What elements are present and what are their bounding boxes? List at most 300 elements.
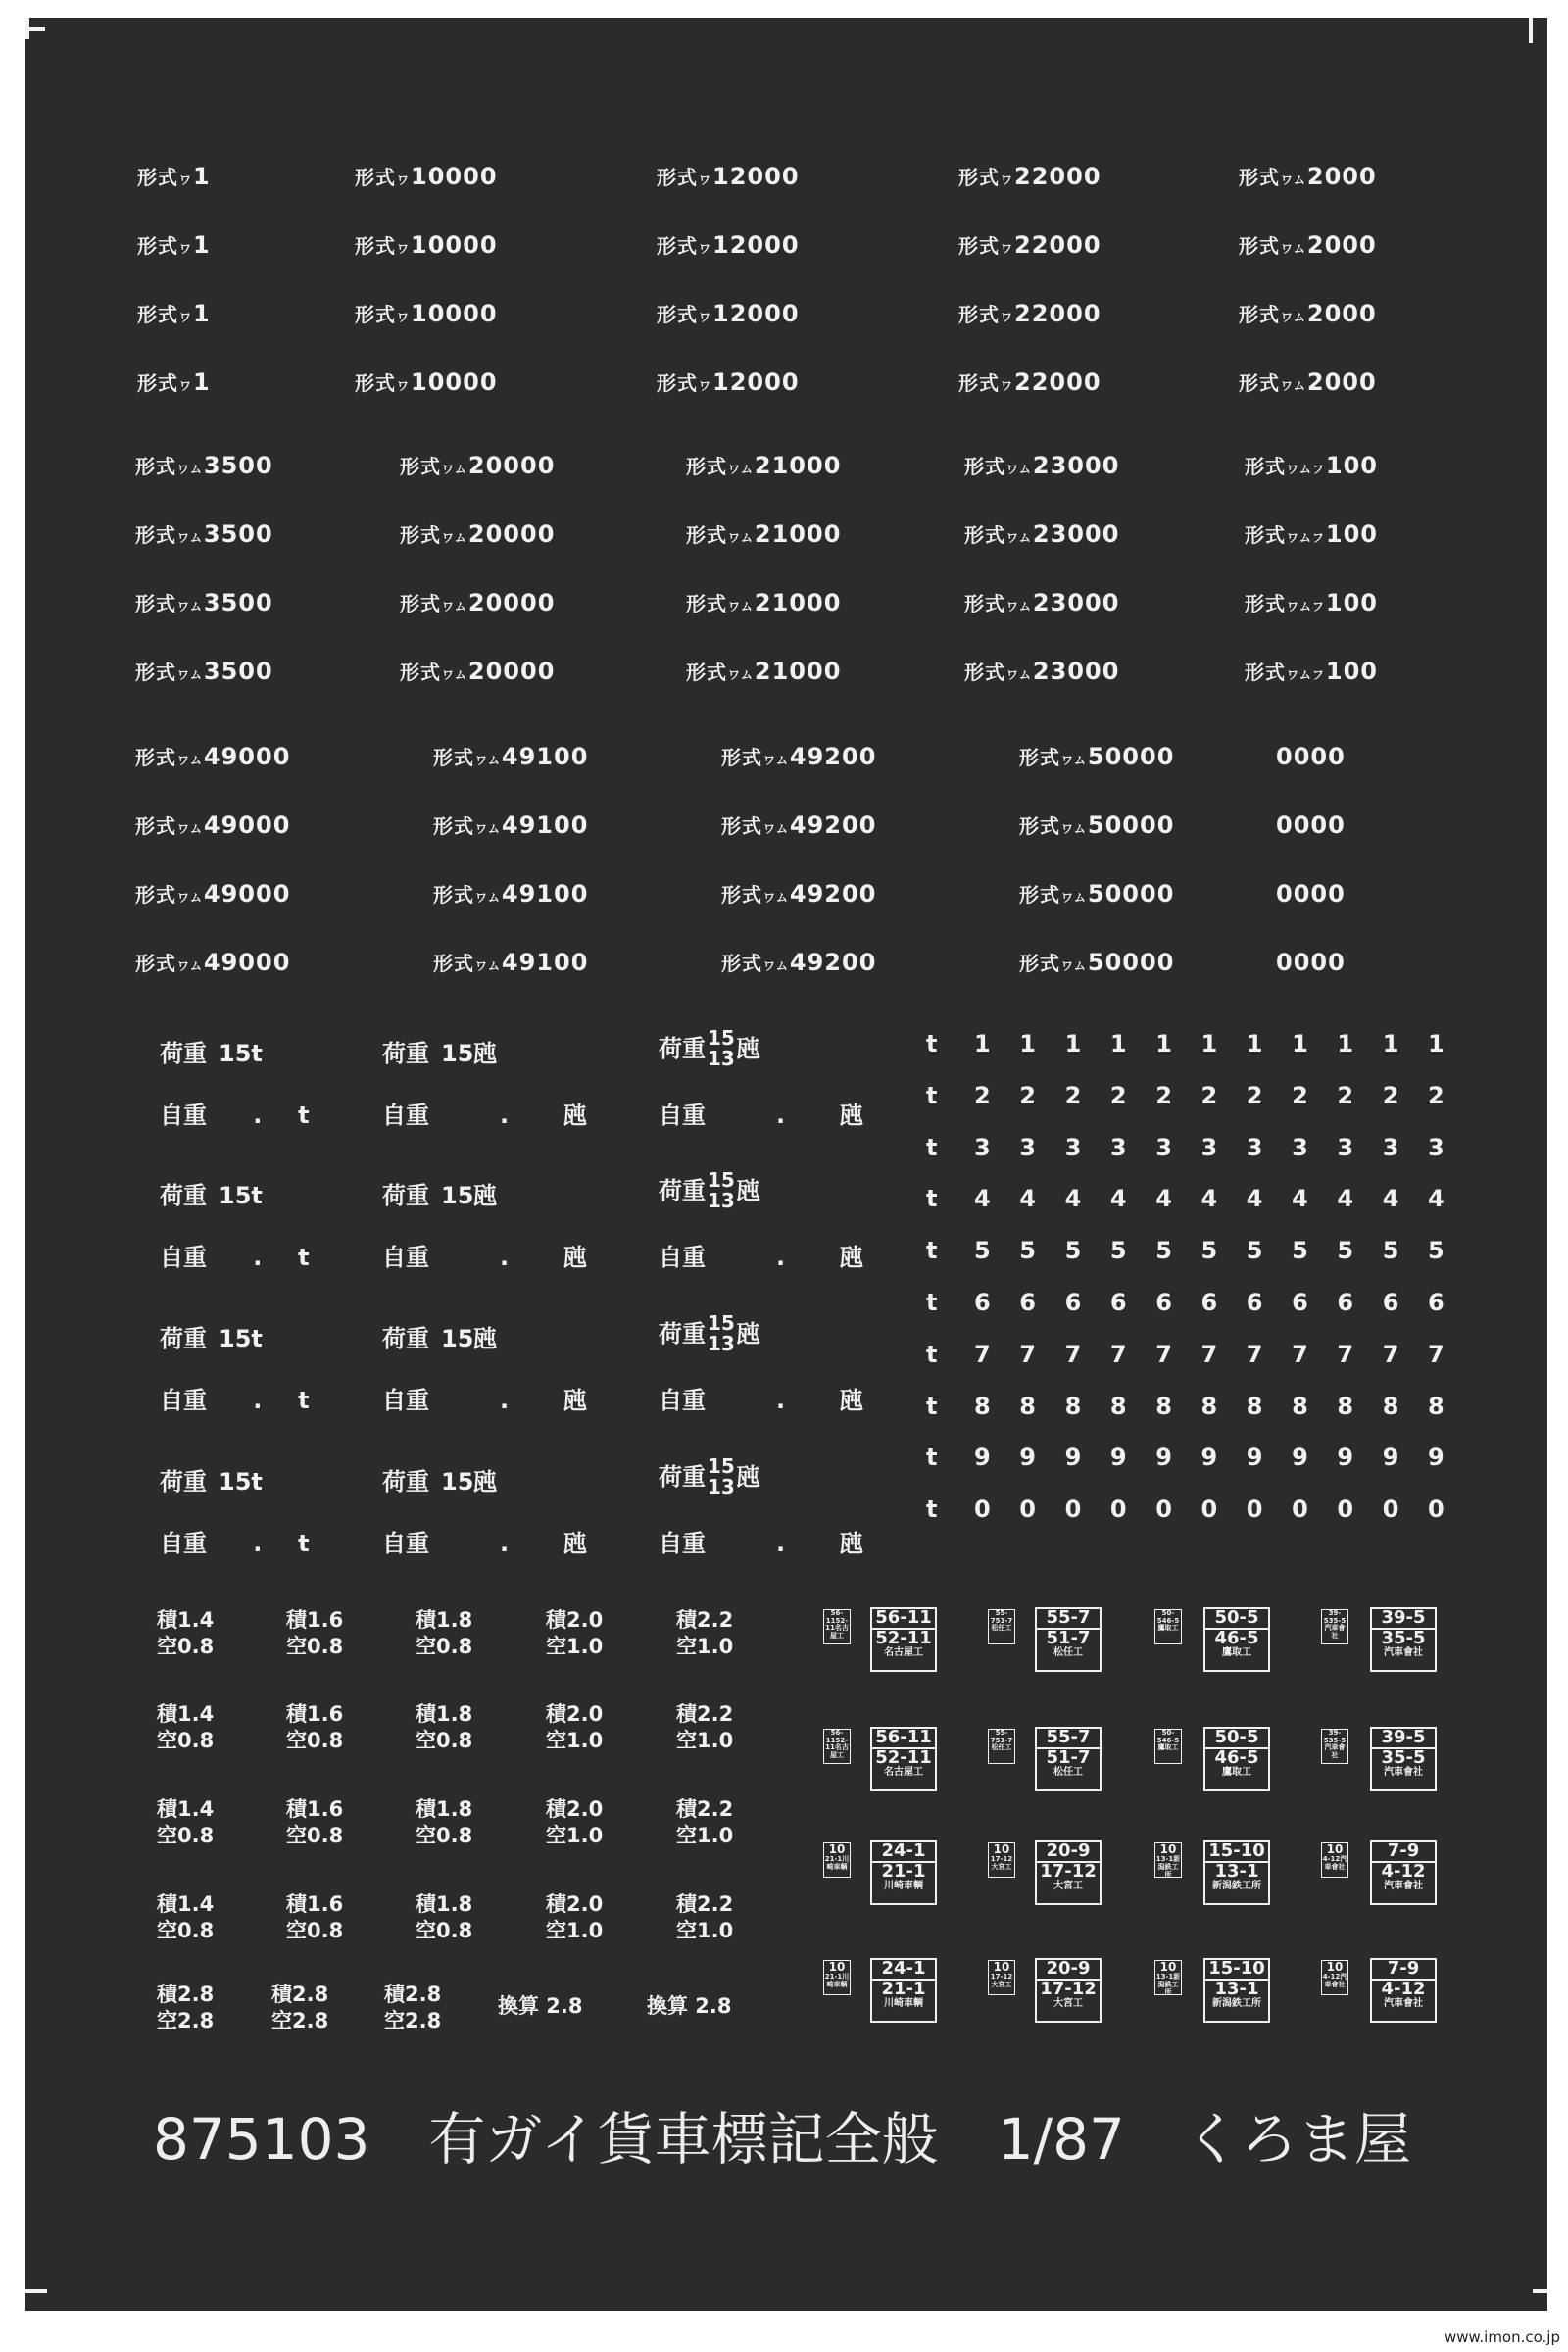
ton-digit: 0 <box>1246 1495 1263 1524</box>
ton-digit: 3 <box>1246 1133 1263 1161</box>
inspection-empty: 空0.8 <box>286 1919 344 1942</box>
katashiki-mark <box>137 233 211 257</box>
katashiki-mark <box>721 813 876 837</box>
ton-digit: 8 <box>1246 1392 1263 1420</box>
katashiki-prefix: 形式 <box>1239 234 1280 258</box>
katashiki-type-letters: ワムフ <box>1287 668 1325 682</box>
ton-digit: 4 <box>1292 1185 1308 1213</box>
plate-works-name: 汽車會社 <box>1384 1997 1423 2009</box>
katashiki-type-letters: ワ <box>1001 311 1014 324</box>
katashiki-number: 2000 <box>1306 231 1377 259</box>
ton-digit: 9 <box>1019 1444 1036 1472</box>
katashiki-type-letters: ワム <box>442 463 467 476</box>
katashiki-mark <box>1276 745 1346 768</box>
katashiki-number: 21000 <box>754 658 842 685</box>
ton-digit: 4 <box>1155 1185 1172 1213</box>
katashiki-prefix: 形式 <box>1245 455 1286 478</box>
katashiki-type-letters: ワム <box>763 754 789 767</box>
builder-plate <box>1035 1840 1102 1905</box>
plate-top-date: 56-11 <box>875 1727 932 1747</box>
ton-digit: 4 <box>1428 1185 1445 1213</box>
load-mark-ton <box>382 1470 497 1494</box>
inspection-empty: 空1.0 <box>676 1919 734 1942</box>
small-plate-top: 50-5 <box>1156 1609 1175 1625</box>
plate-bottom-date: 17-12 <box>1037 1861 1100 1882</box>
plate-top-date: 7-9 <box>1387 1958 1420 1979</box>
ton-digit: 3 <box>1428 1133 1445 1161</box>
plate-works-name: 汽車會社 <box>1384 1646 1423 1658</box>
builder-plate <box>1370 1607 1437 1672</box>
self-weight-mark <box>659 1389 863 1412</box>
ton-digit: 4 <box>1200 1185 1218 1213</box>
plate-works-name: 汽車會社 <box>1384 1880 1423 1891</box>
plate-works-name: 川崎車輌 <box>884 1997 923 2009</box>
inspection-mark <box>286 1891 343 1944</box>
small-plate-name: 川崎車輌 <box>826 1973 850 1988</box>
ton-digit: 2 <box>1428 1081 1445 1109</box>
inspection-mark <box>286 1701 343 1754</box>
plate-bottom-date: 51-7 <box>1037 1628 1100 1648</box>
plate-top-date: 39-5 <box>1381 1607 1426 1628</box>
self-weight-label: 自重 <box>382 1102 429 1129</box>
load-unit: 瓲 <box>736 1035 760 1062</box>
katashiki-mark <box>433 745 588 768</box>
katashiki-prefix: 形式 <box>135 455 176 478</box>
load-mark-t <box>160 1470 263 1494</box>
inspection-loaded: 積1.8 <box>416 1702 473 1726</box>
inspection-empty: 空1.0 <box>676 1635 734 1658</box>
ton-digit: 2 <box>1200 1081 1218 1109</box>
ton-digit: 7 <box>1200 1340 1218 1368</box>
katashiki-type-letters: ワム <box>1006 463 1032 476</box>
builder-plate <box>1035 1727 1102 1791</box>
inspection-mark <box>384 1982 441 2034</box>
katashiki-mark <box>135 660 273 683</box>
katashiki-number: 22000 <box>1014 368 1102 396</box>
katashiki-type-letters: ワム <box>177 600 203 613</box>
katashiki-prefix: 形式 <box>135 746 176 769</box>
plate-bottom-date: 35-5 <box>1372 1628 1435 1648</box>
ton-unit: t <box>926 1133 938 1161</box>
katashiki-number: 3500 <box>203 452 273 479</box>
ton-digit: 2 <box>1292 1081 1308 1109</box>
katashiki-number: 10000 <box>411 231 498 259</box>
inspection-empty: 空2.8 <box>384 2009 442 2033</box>
inspection-mark <box>157 1796 214 1849</box>
katashiki-prefix: 形式 <box>1239 371 1280 395</box>
katashiki-number: 50000 <box>1087 949 1175 976</box>
katashiki-mark <box>135 591 273 614</box>
katashiki-mark <box>958 165 1102 188</box>
katashiki-mark <box>721 951 876 974</box>
katashiki-number: 12000 <box>712 300 800 327</box>
plate-bottom-date: 46-5 <box>1205 1628 1268 1648</box>
inspection-mark <box>676 1607 733 1660</box>
ton-digit: 4 <box>1246 1185 1263 1213</box>
katashiki-type-letters: ワム <box>177 959 203 973</box>
katashiki-prefix: 形式 <box>355 234 396 258</box>
self-weight-unit: 瓲 <box>840 1244 864 1271</box>
katashiki-type-letters: ワムフ <box>1287 531 1325 545</box>
katashiki-mark <box>686 660 841 683</box>
load-stacked-values <box>708 1313 735 1354</box>
inspection-loaded: 積1.8 <box>416 1608 473 1632</box>
inspection-mark <box>416 1701 472 1754</box>
small-plate-top: 55-7 <box>990 1609 1008 1625</box>
ton-digit: 9 <box>1246 1444 1263 1472</box>
katashiki-mark <box>657 302 800 325</box>
katashiki-prefix: 形式 <box>355 303 396 326</box>
ton-digit: 2 <box>974 1081 991 1109</box>
katashiki-mark <box>137 165 211 188</box>
katashiki-number: 100 <box>1325 452 1378 479</box>
self-weight-label: 自重 <box>160 1387 207 1414</box>
ton-digit: 9 <box>1337 1444 1354 1472</box>
ton-digit: 1 <box>1382 1030 1399 1057</box>
katashiki-type-letters: ワム <box>728 463 754 476</box>
load-mark-ton <box>382 1184 497 1207</box>
inspection-loaded: 積1.4 <box>157 1797 215 1821</box>
inspection-loaded: 積2.0 <box>546 1608 604 1632</box>
inspection-empty: 空1.0 <box>546 1729 604 1752</box>
katashiki-number: 12000 <box>712 163 800 190</box>
load-value: 15t <box>219 1468 263 1495</box>
plate-top-date: 56-11 <box>875 1607 932 1628</box>
ton-digit: 8 <box>1337 1392 1354 1420</box>
ton-digit: 6 <box>1382 1289 1399 1316</box>
small-plate-bottom: 35-5 <box>1328 1736 1347 1744</box>
load-label: 荷重 <box>659 1463 706 1491</box>
ton-unit: t <box>926 1392 938 1420</box>
inspection-loaded: 積2.0 <box>546 1892 604 1916</box>
katashiki-type-letters: ワム <box>475 754 501 767</box>
ton-digit: 1 <box>1109 1030 1127 1057</box>
katashiki-prefix: 形式 <box>721 952 762 975</box>
ton-digit: 6 <box>1200 1289 1218 1316</box>
inspection-empty: 空2.8 <box>271 2009 329 2033</box>
self-weight-unit: t <box>298 1530 310 1557</box>
katashiki-type-letters: ワム <box>177 891 203 905</box>
ton-digit: 1 <box>1019 1030 1036 1057</box>
katashiki-type-letters: ワ <box>179 311 193 324</box>
katashiki-mark <box>355 233 498 257</box>
katashiki-number: 22000 <box>1014 163 1102 190</box>
katashiki-number: 1 <box>193 231 211 259</box>
inspection-empty: 空1.0 <box>676 1729 734 1752</box>
self-weight-label: 自重 <box>160 1244 207 1271</box>
small-plate-top: 50-5 <box>1156 1729 1175 1744</box>
self-weight-label: 自重 <box>160 1102 207 1129</box>
katashiki-mark <box>1019 882 1174 906</box>
crop-mark <box>1533 2289 1547 2293</box>
builder-plate <box>870 1840 937 1905</box>
katashiki-number: 3500 <box>203 520 273 548</box>
katashiki-number: 49000 <box>203 811 291 839</box>
ton-digit: 3 <box>974 1133 991 1161</box>
self-weight-mark <box>659 1103 863 1127</box>
katashiki-type-letters: ワム <box>728 668 754 682</box>
katashiki-number: 0000 <box>1276 811 1346 839</box>
ton-digit: 6 <box>974 1289 991 1316</box>
ton-digit: 5 <box>1428 1237 1445 1265</box>
katashiki-number: 21000 <box>754 589 842 616</box>
small-plate-number: 10 <box>828 1960 846 1974</box>
katashiki-type-letters: ワム <box>728 531 754 545</box>
load-label: 荷重 <box>382 1468 429 1495</box>
ton-unit: t <box>926 1185 938 1213</box>
ton-digit: 2 <box>1109 1081 1127 1109</box>
self-weight-unit: 瓲 <box>840 1387 864 1414</box>
load-top-value: 15 <box>708 1454 735 1478</box>
self-weight-mark <box>659 1532 863 1555</box>
self-weight-dot: . <box>500 1530 510 1557</box>
ton-digit: 7 <box>1019 1340 1036 1368</box>
katashiki-prefix: 形式 <box>433 746 474 769</box>
ton-digit: 1 <box>1292 1030 1308 1057</box>
inspection-empty: 空0.8 <box>157 1729 215 1752</box>
katashiki-type-letters: ワム <box>442 531 467 545</box>
inspection-mark <box>676 1796 733 1849</box>
ton-digit: 8 <box>1428 1392 1445 1420</box>
ton-digit: 2 <box>1064 1081 1082 1109</box>
plate-top-date: 24-1 <box>881 1840 926 1861</box>
plate-top-date: 7-9 <box>1387 1840 1420 1861</box>
plate-top-date: 50-5 <box>1214 1727 1259 1747</box>
katashiki-prefix: 形式 <box>355 166 396 189</box>
load-label: 荷重 <box>160 1040 207 1067</box>
katashiki-type-letters: ワ <box>397 379 411 393</box>
katashiki-type-letters: ワ <box>699 173 712 187</box>
small-plate-top: 56-11 <box>825 1729 844 1744</box>
crop-mark <box>25 27 45 31</box>
plate-works-name: 川崎車輌 <box>884 1880 923 1891</box>
ton-digit: 2 <box>1382 1081 1399 1109</box>
inspection-mark <box>416 1891 472 1944</box>
katashiki-number: 21000 <box>754 520 842 548</box>
katashiki-mark <box>964 591 1119 614</box>
katashiki-prefix: 形式 <box>686 523 727 547</box>
katashiki-prefix: 形式 <box>686 592 727 615</box>
load-mark-t <box>160 1042 263 1065</box>
katashiki-number: 49200 <box>789 880 877 907</box>
katashiki-type-letters: ワムフ <box>1287 463 1325 476</box>
katashiki-type-letters: ワ <box>179 379 193 393</box>
ton-digit: 5 <box>1019 1237 1036 1265</box>
small-plate-top: 17-12 <box>990 1973 1013 1982</box>
katashiki-mark <box>137 302 211 325</box>
ton-digit: 3 <box>1337 1133 1354 1161</box>
crop-mark <box>1529 18 1533 43</box>
self-weight-mark <box>382 1389 587 1412</box>
maker-name: くろま屋 <box>1183 2106 1411 2173</box>
inspection-loaded: 積1.8 <box>416 1892 473 1916</box>
inspection-empty: 空1.0 <box>546 1824 604 1847</box>
inspection-empty: 空0.8 <box>416 1635 473 1658</box>
katashiki-type-letters: ワム <box>1061 754 1087 767</box>
plate-bottom-date: 52-11 <box>872 1747 935 1768</box>
ton-digit: 0 <box>1109 1495 1127 1524</box>
ton-digit: 9 <box>1292 1444 1308 1472</box>
katashiki-prefix: 形式 <box>135 661 176 684</box>
ton-digit: 0 <box>1200 1495 1218 1524</box>
ton-digit: 0 <box>1064 1495 1082 1524</box>
ton-digit: 9 <box>1109 1444 1127 1472</box>
load-value: 15 <box>441 1468 474 1495</box>
load-mark-stacked <box>659 1028 760 1069</box>
load-unit: 瓲 <box>736 1320 760 1348</box>
katashiki-prefix: 形式 <box>964 455 1005 478</box>
katashiki-type-letters: ワム <box>1006 531 1032 545</box>
small-plate-name: 汽車會社 <box>1324 1855 1348 1871</box>
ton-unit: t <box>926 1030 938 1057</box>
small-plate-name: 名古屋工 <box>830 1624 849 1641</box>
inspection-loaded: 積2.2 <box>676 1702 734 1726</box>
katashiki-number: 20000 <box>467 452 556 479</box>
small-plate-number: 10 <box>1326 1960 1344 1974</box>
inspection-mark <box>286 1607 343 1660</box>
ton-digit: 3 <box>1064 1133 1082 1161</box>
small-builder-plate <box>1154 1842 1182 1878</box>
katashiki-mark <box>400 522 555 546</box>
small-plate-number: 10 <box>828 1842 846 1856</box>
katashiki-type-letters: ワ <box>179 242 193 256</box>
katashiki-mark <box>958 302 1102 325</box>
plate-bottom-date: 35-5 <box>1372 1747 1435 1768</box>
self-weight-dot: . <box>253 1102 263 1129</box>
ton-digit: 0 <box>1382 1495 1399 1524</box>
katashiki-type-letters: ワム <box>763 822 789 836</box>
katashiki-prefix: 形式 <box>135 523 176 547</box>
ton-digit: 9 <box>974 1444 991 1472</box>
self-weight-unit: t <box>298 1244 310 1271</box>
katashiki-number: 50000 <box>1087 811 1175 839</box>
ton-digit: 7 <box>1382 1340 1399 1368</box>
plate-top-date: 55-7 <box>1046 1607 1091 1628</box>
ton-digit: 0 <box>1019 1495 1036 1524</box>
ton-digit: 9 <box>1200 1444 1218 1472</box>
builder-plate <box>1203 1840 1270 1905</box>
load-label: 荷重 <box>659 1320 706 1348</box>
inspection-empty: 空0.8 <box>416 1919 473 1942</box>
load-value: 15 <box>441 1182 474 1209</box>
katashiki-prefix: 形式 <box>433 814 474 838</box>
katashiki-number: 10000 <box>411 163 498 190</box>
self-weight-dot: . <box>253 1244 263 1271</box>
small-plate-name: 松任工 <box>991 1624 1012 1633</box>
load-mark-ton <box>382 1042 497 1065</box>
small-builder-plate <box>823 1842 851 1878</box>
inspection-empty: 空0.8 <box>286 1824 344 1847</box>
product-code: 875103 <box>153 2106 370 2173</box>
ton-digit: 3 <box>1292 1133 1308 1161</box>
ton-unit: t <box>926 1289 938 1316</box>
small-builder-plate <box>1154 1729 1182 1764</box>
self-weight-label: 自重 <box>160 1530 207 1557</box>
small-builder-plate <box>1321 1842 1348 1878</box>
inspection-loaded: 積2.8 <box>384 1983 442 2006</box>
katashiki-mark <box>1245 591 1378 614</box>
katashiki-number: 49000 <box>203 743 291 770</box>
self-weight-mark <box>160 1389 310 1412</box>
inspection-empty: 空0.8 <box>416 1729 473 1752</box>
katashiki-prefix: 形式 <box>958 234 1000 258</box>
inspection-loaded: 積1.4 <box>157 1892 215 1916</box>
ton-digit: 5 <box>1064 1237 1082 1265</box>
ton-digit: 2 <box>1246 1081 1263 1109</box>
katashiki-number: 23000 <box>1032 452 1120 479</box>
plate-works-name: 名古屋工 <box>884 1766 923 1778</box>
load-value: 15t <box>219 1325 263 1352</box>
inspection-mark <box>416 1607 472 1660</box>
katashiki-number: 49000 <box>203 949 291 976</box>
ton-digit: 8 <box>1019 1392 1036 1420</box>
self-weight-unit: 瓲 <box>564 1244 588 1271</box>
self-weight-dot: . <box>776 1102 786 1129</box>
self-weight-label: 自重 <box>659 1102 706 1129</box>
small-plate-number: 10 <box>993 1960 1010 1974</box>
small-builder-plate <box>988 1842 1015 1878</box>
load-label: 荷重 <box>659 1035 706 1062</box>
site-watermark: www.imon.co.jp <box>1444 2328 1560 2346</box>
small-plate-name: 鷹取工 <box>1157 1624 1179 1633</box>
small-builder-plate <box>1321 1609 1348 1644</box>
katashiki-prefix: 形式 <box>1019 883 1060 906</box>
ton-unit: t <box>926 1237 938 1265</box>
katashiki-number: 23000 <box>1032 589 1120 616</box>
katashiki-mark <box>433 951 588 974</box>
inspection-loaded: 積1.6 <box>286 1608 344 1632</box>
plate-bottom-date: 52-11 <box>872 1628 935 1648</box>
plate-top-date: 55-7 <box>1046 1727 1091 1747</box>
katashiki-mark <box>433 882 588 906</box>
katashiki-type-letters: ワム <box>728 600 754 613</box>
katashiki-mark <box>1276 882 1346 906</box>
ton-digit: 4 <box>1109 1185 1127 1213</box>
small-plate-bottom: 35-5 <box>1328 1616 1347 1625</box>
small-builder-plate <box>823 1960 851 1995</box>
katashiki-mark <box>686 454 841 477</box>
katashiki-type-letters: ワ <box>1001 173 1014 187</box>
inspection-loaded: 積1.6 <box>286 1797 344 1821</box>
ton-unit: t <box>926 1340 938 1368</box>
katashiki-number: 2000 <box>1306 300 1377 327</box>
katashiki-number: 49100 <box>501 880 589 907</box>
ton-digit: 6 <box>1019 1289 1036 1316</box>
katashiki-prefix: 形式 <box>400 592 441 615</box>
ton-digit: 7 <box>1337 1340 1354 1368</box>
ton-digit: 4 <box>1337 1185 1354 1213</box>
load-stacked-values <box>708 1456 735 1497</box>
ton-digit: 0 <box>1428 1495 1445 1524</box>
katashiki-prefix: 形式 <box>1019 952 1060 975</box>
plate-top-date: 15-10 <box>1208 1958 1265 1979</box>
katashiki-prefix: 形式 <box>657 166 698 189</box>
small-builder-plate <box>1321 1729 1348 1764</box>
self-weight-dot: . <box>500 1102 510 1129</box>
ton-digit: 6 <box>1428 1289 1445 1316</box>
katashiki-prefix: 形式 <box>137 371 178 395</box>
small-plate-name: 汽車會社 <box>1324 1624 1346 1641</box>
katashiki-mark <box>1239 233 1377 257</box>
katashiki-prefix: 形式 <box>1245 661 1286 684</box>
plate-top-date: 20-9 <box>1046 1958 1091 1979</box>
self-weight-dot: . <box>253 1530 263 1557</box>
inspection-empty: 空2.8 <box>157 2009 215 2033</box>
load-value: 15 <box>441 1325 474 1352</box>
ton-digit: 9 <box>1155 1444 1172 1472</box>
small-plate-number: 10 <box>1159 1842 1177 1856</box>
load-label: 荷重 <box>382 1182 429 1209</box>
